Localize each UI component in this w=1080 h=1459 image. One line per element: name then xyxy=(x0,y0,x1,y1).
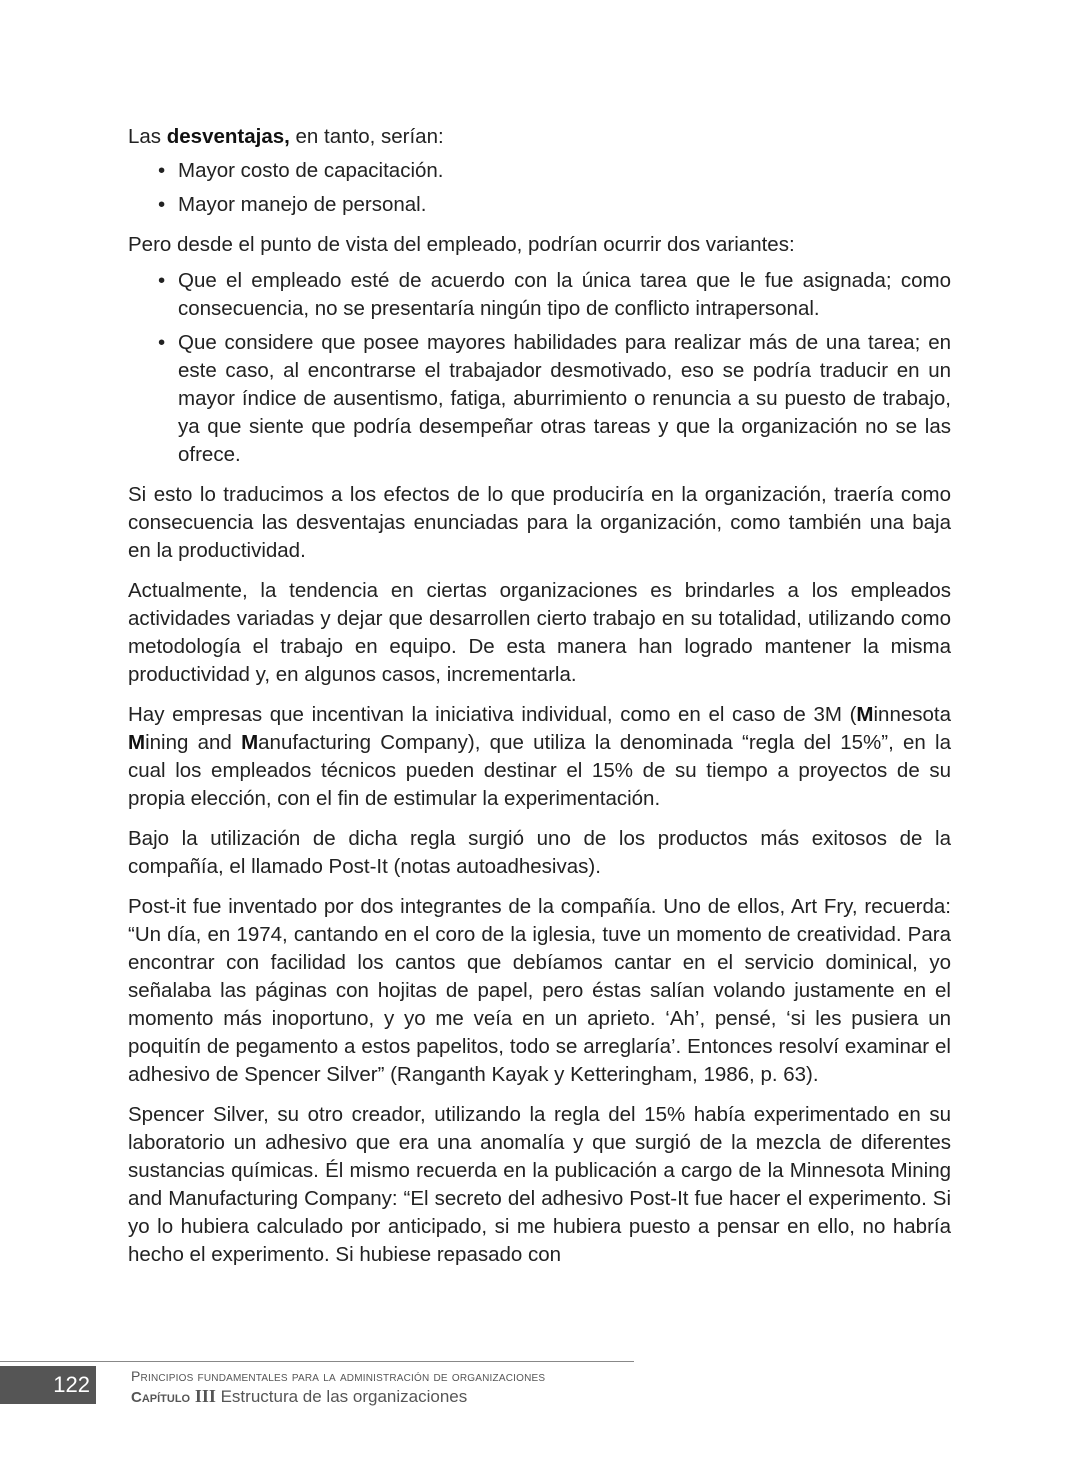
text: Hay empresas que incentivan la iniciativa individual, como en el caso de 3M ( xyxy=(128,703,857,726)
variants-list xyxy=(128,267,951,469)
chapter-number: III xyxy=(194,1386,216,1406)
paragraph-intro xyxy=(128,123,951,151)
chapter-line xyxy=(131,1386,467,1407)
text: innesota xyxy=(873,703,951,726)
book-title: Principios fundamentales para la administración de organizaciones xyxy=(131,1368,546,1384)
bold-term: desventajas, xyxy=(166,125,290,148)
paragraph: Bajo la utilización de dicha regla surgió uno de los productos más exitosos de la compañía, el llamado Post-It (notas autoadhesivas). xyxy=(128,827,951,878)
list-item: • Que el empleado esté de acuerdo con la única tarea que le fue asignada; como consecuencia, no se presentaría ningún tipo de conflicto intrapersonal. xyxy=(178,267,951,323)
paragraph: Pero desde el punto de vista del empleado, podrían ocurrir dos variantes: xyxy=(128,233,795,256)
bold-letter: M xyxy=(128,731,146,754)
paragraph: Spencer Silver, su otro creador, utilizando la regla del 15% había experimentado en su laboratorio un adhesivo que era una anomalía y que surgió de la mezcla de diferentes sustancias químicas. Él mismo recuerda en la publicación a cargo de la Minnesota Mining and Manufacturing Company: “El secreto del adhesivo Post-It fue hacer el experimento. Si yo lo hubiera calculado por anticipado, si me hubiera puesto a pensar en ello, no habría hecho el experimento. Si hubiese repasado con xyxy=(128,1103,951,1266)
list-item: • Que considere que posee mayores habilidades para realizar más de una tarea; en este caso, al encontrarse el trabajador desmotivado, eso se podría traducir en un mayor índice de ausentismo, fatiga, aburrimiento o renuncia a su puesto de trabajo, ya que siente que podría desempeñar otras tareas y que la organización no se las ofrece. xyxy=(178,329,951,469)
chapter-label: Capítulo xyxy=(131,1389,191,1406)
paragraph: Si esto lo traducimos a los efectos de lo que produciría en la organización, traería como consecuencia las desventajas enunciadas para la organización, como también una baja en la productividad. xyxy=(128,483,951,562)
text: Las xyxy=(128,125,167,148)
paragraph: Post-it fue inventado por dos integrantes de la compañía. Uno de ellos, Art Fry, recuerda: “Un día, en 1974, cantando en el coro de la iglesia, tuve un momento de creatividad. Para encontrar con facilidad los cantos que debíamos cantar en el servicio dominical, yo señalaba las páginas con hojitas de papel, pero éstas salían volando justamente en el momento más inoportuno, y yo me veía en un aprieto. ‘Ah’, pensé, ‘si les pusiera un poquitín de pegamento a estos papelitos, todo se arreglaría’. Entonces resolví examinar el adhesivo de Spencer Silver” (Ranganth Kayak y Ketteringham, 1986, p. 63). xyxy=(128,895,951,1086)
list-item: • Mayor costo de capacitación. xyxy=(178,157,951,185)
text: en tanto, serían: xyxy=(289,125,444,148)
paragraph: Actualmente, la tendencia en ciertas organizaciones es brindarles a los empleados actividades variadas y dejar que desarrollen cierto trabajo en su totalidad, utilizando como metodología el trabajo en equipo. De esta manera han logrado mantener la misma productividad y, en algunos casos, incrementarla. xyxy=(128,579,951,686)
chapter-title: Estructura de las organizaciones xyxy=(220,1387,468,1406)
page-body xyxy=(128,123,951,1281)
list-item: • Mayor manejo de personal. xyxy=(178,191,951,219)
text: anufacturing Company), que utiliza la denominada “regla del 15%”, en la cual los empleados técnicos pueden destinar el 15% de su tiempo a proyectos de su propia elección, con el fin de estimular la experimentación. xyxy=(128,731,951,810)
disadvantages-list xyxy=(128,157,951,219)
footer-divider xyxy=(0,1361,634,1362)
paragraph xyxy=(128,701,951,813)
bold-letter: M xyxy=(856,703,874,726)
text: ining and xyxy=(145,731,242,754)
bold-letter: M xyxy=(241,731,259,754)
page-number: 122 xyxy=(0,1366,96,1404)
